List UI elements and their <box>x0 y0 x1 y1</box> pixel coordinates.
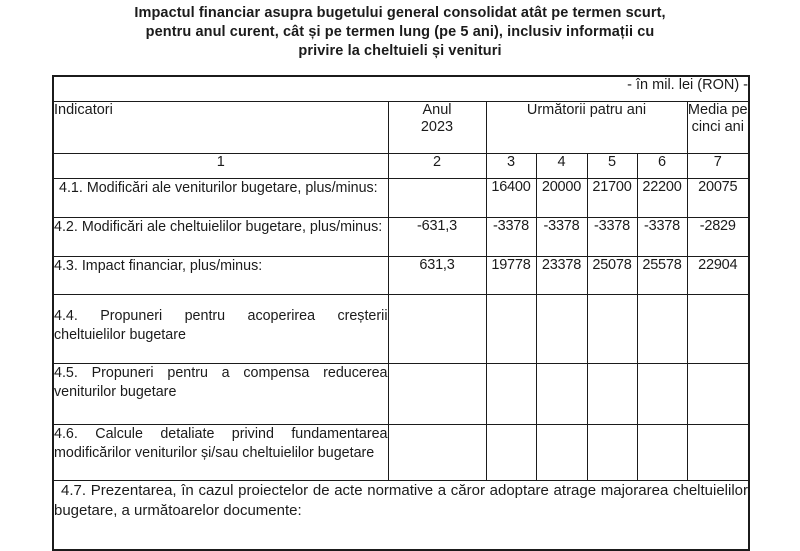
row-label-4-3: 4.3. Impact financiar, plus/minus: <box>53 256 388 294</box>
row-4-6-value-2023 <box>388 424 486 480</box>
row-4-2-value-y2: -3378 <box>536 217 587 256</box>
row-label-4-4: 4.4. Propuneri pentru acoperirea creșterii cheltuielilor bugetare <box>53 294 388 363</box>
row-4-2-value-2023: -631,3 <box>388 217 486 256</box>
table-row-4-5 <box>53 363 749 424</box>
col-header-indicators: Indicatori <box>53 101 388 153</box>
unit-note: - în mil. lei (RON) - <box>53 76 749 101</box>
row-4-5-value-average <box>687 363 749 424</box>
col-header-five-year-average: Media pe cinci ani <box>687 101 749 153</box>
table-row-4-6 <box>53 424 749 480</box>
document-title-line-1: Impactul financiar asupra bugetului general consolidat atât pe termen scurt, <box>134 5 666 21</box>
row-4-1-value-y1: 16400 <box>486 178 536 217</box>
document-title-line-2: pentru anul curent, cât și pe termen lung (pe 5 ani), inclusiv informații cu <box>145 24 655 40</box>
row-4-3-value-average: 22904 <box>687 256 749 294</box>
row-4-1-value-y2: 20000 <box>536 178 587 217</box>
row-4-1-value-2023 <box>388 178 486 217</box>
row-4-6-value-y1 <box>486 424 536 480</box>
row-4-4-value-y1 <box>486 294 536 363</box>
row-4-6-value-average <box>687 424 749 480</box>
row-label-4-2: 4.2. Modificări ale cheltuielilor bugetare, plus/minus: <box>53 217 388 256</box>
row-label-4-6: 4.6. Calcule detaliate privind fundamentarea modificărilor veniturilor și/sau cheltuielilor bugetare <box>53 424 388 480</box>
column-number-3: 3 <box>486 153 536 178</box>
header-row <box>53 101 749 153</box>
row-4-3-value-y2: 23378 <box>536 256 587 294</box>
row-4-3-value-y4: 25578 <box>637 256 687 294</box>
row-4-3-value-y1: 19778 <box>486 256 536 294</box>
column-number-2: 2 <box>388 153 486 178</box>
row-4-5-value-y4 <box>637 363 687 424</box>
row-4-1-value-average: 20075 <box>687 178 749 217</box>
table-row-4-2 <box>53 217 749 256</box>
row-4-6-value-y4 <box>637 424 687 480</box>
row-4-3-value-2023: 631,3 <box>388 256 486 294</box>
row-4-4-value-average <box>687 294 749 363</box>
row-4-5-value-y3 <box>587 363 637 424</box>
row-4-1-value-y3: 21700 <box>587 178 637 217</box>
row-4-4-value-2023 <box>388 294 486 363</box>
table-row-4-1 <box>53 178 749 217</box>
row-4-4-value-y2 <box>536 294 587 363</box>
column-number-4: 4 <box>536 153 587 178</box>
table-row-4-4 <box>53 294 749 363</box>
column-number-row <box>53 153 749 178</box>
row-4-5-value-2023 <box>388 363 486 424</box>
row-label-4-7: 4.7. Prezentarea, în cazul proiectelor de acte normative a căror adoptare atrage majorarea cheltuielilor bugetare, a următoarelor documente: <box>53 480 749 550</box>
row-4-3-value-y3: 25078 <box>587 256 637 294</box>
col-header-next-four-years: Următorii patru ani <box>486 101 687 153</box>
row-4-2-value-y4: -3378 <box>637 217 687 256</box>
document-title <box>0 4 800 61</box>
row-4-6-value-y2 <box>536 424 587 480</box>
row-4-5-value-y1 <box>486 363 536 424</box>
column-number-1: 1 <box>53 153 388 178</box>
row-label-4-5: 4.5. Propuneri pentru a compensa reducerea veniturilor bugetare <box>53 363 388 424</box>
row-label-4-1: 4.1. Modificări ale veniturilor bugetare, plus/minus: <box>53 178 388 217</box>
row-4-2-value-y3: -3378 <box>587 217 637 256</box>
row-4-4-value-y3 <box>587 294 637 363</box>
row-4-4-value-y4 <box>637 294 687 363</box>
column-number-7: 7 <box>687 153 749 178</box>
row-4-6-value-y3 <box>587 424 637 480</box>
column-number-5: 5 <box>587 153 637 178</box>
row-4-2-value-average: -2829 <box>687 217 749 256</box>
document-title-line-3: privire la cheltuieli și venituri <box>298 43 502 59</box>
table-row-4-7 <box>53 480 749 550</box>
financial-impact-table <box>52 75 750 551</box>
unit-note-row <box>53 76 749 101</box>
row-4-2-value-y1: -3378 <box>486 217 536 256</box>
table-row-4-3 <box>53 256 749 294</box>
row-4-1-value-y4: 22200 <box>637 178 687 217</box>
row-4-5-value-y2 <box>536 363 587 424</box>
column-number-6: 6 <box>637 153 687 178</box>
col-header-year-2023: Anul 2023 <box>388 101 486 153</box>
